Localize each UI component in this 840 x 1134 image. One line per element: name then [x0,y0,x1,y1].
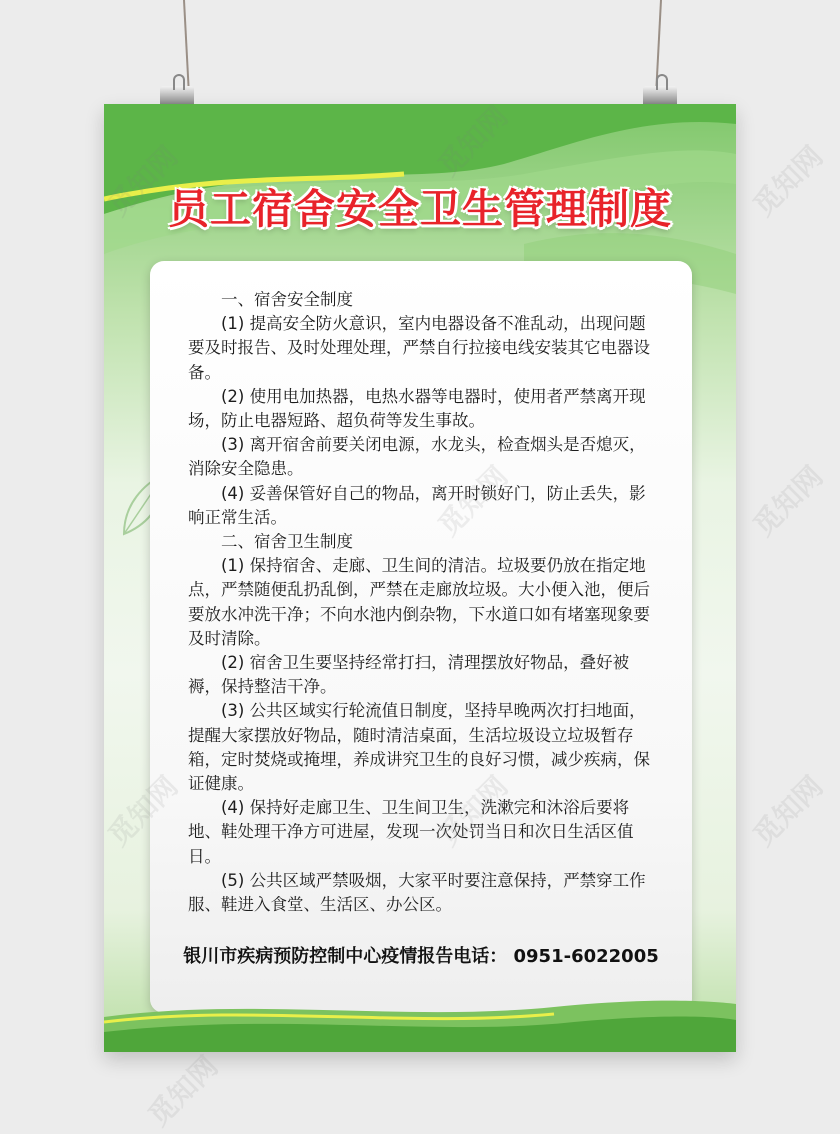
section-heading-safety: 一、宿舍安全制度 [221,290,353,309]
watermark: 觅知网 [141,1049,225,1133]
bottom-wave-decoration [104,992,736,1052]
rule-paragraph: (4) 保持好走廊卫生、卫生间卫生，洗漱完和沐浴后要将地、鞋处理干净方可进屋，发现一次处罚当日和次日生活区值日。 [188,798,634,866]
section-heading-hygiene: 二、宿舍卫生制度 [221,532,353,552]
rule-paragraph: (3) 离开宿舍前要关闭电源，水龙头，检查烟头是否熄灭，消除安全隐患。 [188,435,646,479]
rule-paragraph: (5) 公共区域严禁吸烟，大家平时要注意保持，严禁穿工作服、鞋进入食堂、生活区、办公区。 [188,870,646,915]
rule-paragraph: (1) 提高安全防火意识，室内电器设备不准乱动，出现问题要及时报告、及时处理处理，严禁自行拉接电线安装其它电器设备。 [188,314,650,382]
watermark: 觅知网 [746,139,830,223]
watermark: 觅知网 [746,769,830,853]
rule-paragraph: (3) 公共区域实行轮流值日制度，坚持早晚两次打扫地面，提醒大家摆放好物品，随时清洁桌面，生活垃圾设立垃圾暂存箱，定时焚烧或掩埋，养成讲究卫生的良好习惯，减少疾病，保证健康。 [188,701,650,794]
report-hotline: 银川市疾病预防控制中心疫情报告电话： 0951-6022005 [183,946,659,967]
rule-paragraph: (2) 使用电加热器，电热水器等电器时，使用者严禁离开现场，防止电器短路、超负荷等发生事故。 [188,386,646,431]
poster [104,104,736,1052]
poster-title: 员工宿舍安全卫生管理制度 [168,185,672,233]
rule-paragraph: (1) 保持宿舍、走廊、卫生间的清洁。垃圾要仍放在指定地点，严禁随便乱扔乱倒，严禁在走廊放垃圾。大小便入池，便后要放水冲洗干净；不向水池内倒杂物，下水道口如有堵塞现象要及时清除。 [188,556,650,648]
watermark: 觅知网 [746,459,830,543]
content-card [150,261,692,1013]
rule-paragraph: (4) 妥善保管好自己的物品，离开时锁好门，防止丢失，影响正常生活。 [188,483,646,527]
rule-paragraph: (2) 宿舍卫生要坚持经常打扫，清理摆放好物品，叠好被褥，保持整洁干净。 [188,653,630,697]
rules-text [188,288,658,917]
